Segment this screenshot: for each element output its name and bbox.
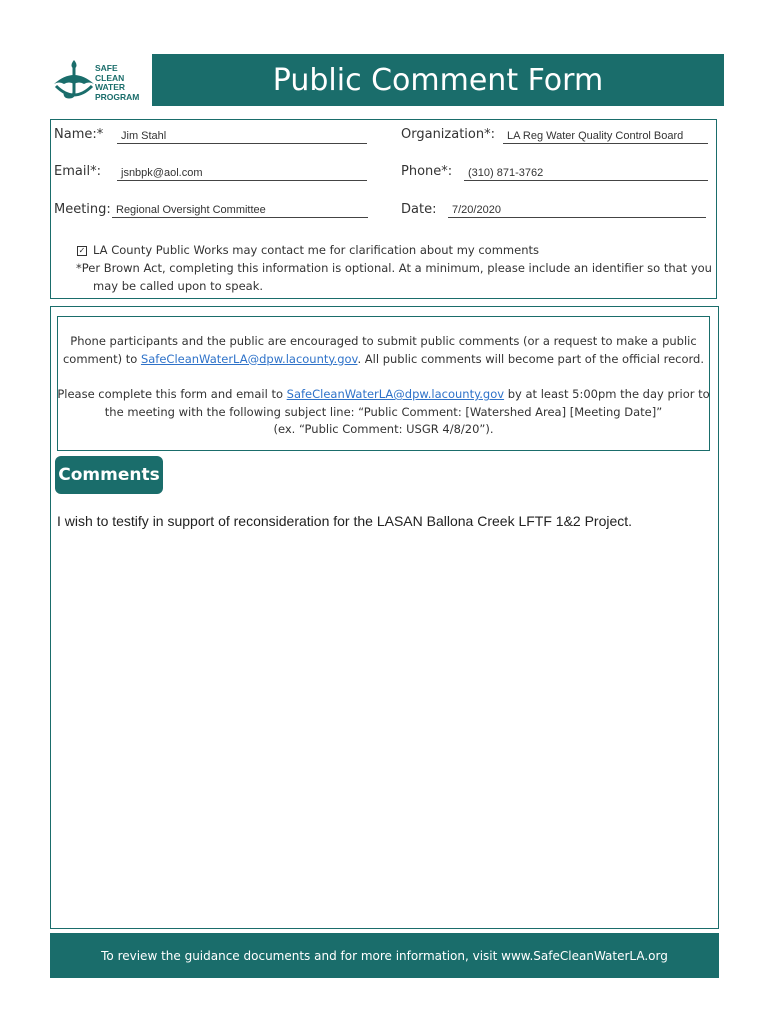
date-field[interactable]: 7/20/2020 xyxy=(448,204,706,218)
instructions-line: the meeting with the following subject line: “Public Comment: [Watershed Area] [Meeting Date]” xyxy=(104,404,663,419)
instructions-paragraph-1 xyxy=(57,333,710,368)
page-title: Public Comment Form xyxy=(272,62,604,98)
umbrella-drop-icon xyxy=(52,58,96,106)
instructions-line xyxy=(57,386,710,404)
name-field[interactable]: Jim Stahl xyxy=(117,130,367,144)
contact-permission-label: LA County Public Works may contact me for clarification about my comments xyxy=(93,243,539,257)
phone-label: Phone*: xyxy=(401,164,453,179)
checkmark-icon: ✓ xyxy=(78,246,86,255)
comment-text-area[interactable]: I wish to testify in support of reconsideration for the LASAN Ballona Creek LFTF 1&2 Project. xyxy=(57,513,633,529)
logo-text: SAFE CLEAN WATER PROGRAM xyxy=(95,63,140,102)
meeting-label: Meeting: xyxy=(54,202,111,217)
contact-permission-checkbox[interactable] xyxy=(77,246,87,256)
footer-banner: To review the guidance documents and for more information, visit www.SafeCleanWaterLA.org xyxy=(50,933,719,978)
organization-field[interactable]: LA Reg Water Quality Control Board xyxy=(503,130,708,144)
instructions-text: Please complete this form and email to xyxy=(57,387,287,401)
instructions-text: by at least 5:00pm the day prior to xyxy=(504,387,710,401)
organization-label: Organization*: xyxy=(401,127,495,142)
instructions-line: Phone participants and the public are encouraged to submit public comments (or a request to make a public xyxy=(70,334,697,348)
instructions-line: (ex. “Public Comment: USGR 4/8/20”). xyxy=(273,422,494,436)
email-link-2[interactable]: SafeCleanWaterLA@dpw.lacounty.gov xyxy=(286,387,505,401)
optional-note-line2: may be called upon to speak. xyxy=(93,279,264,293)
email-link[interactable]: SafeCleanWaterLA@dpw.lacounty.gov xyxy=(140,351,358,366)
name-label: Name:* xyxy=(54,127,104,142)
instructions-text: . All public comments will become part of the official record. xyxy=(357,351,705,366)
instructions-line xyxy=(57,351,710,369)
phone-field[interactable]: (310) 871-3762 xyxy=(464,167,708,181)
email-field[interactable]: jsnbpk@aol.com xyxy=(117,167,367,181)
date-label: Date: xyxy=(401,202,437,217)
meeting-field[interactable]: Regional Oversight Committee xyxy=(112,204,368,218)
instructions-paragraph-2 xyxy=(57,386,710,439)
comments-heading: Comments xyxy=(55,456,163,494)
email-label: Email*: xyxy=(54,164,101,179)
optional-note-line1: *Per Brown Act, completing this information is optional. At a minimum, please include an identifier so that you xyxy=(76,261,712,275)
instructions-text: comment) to xyxy=(62,351,141,366)
